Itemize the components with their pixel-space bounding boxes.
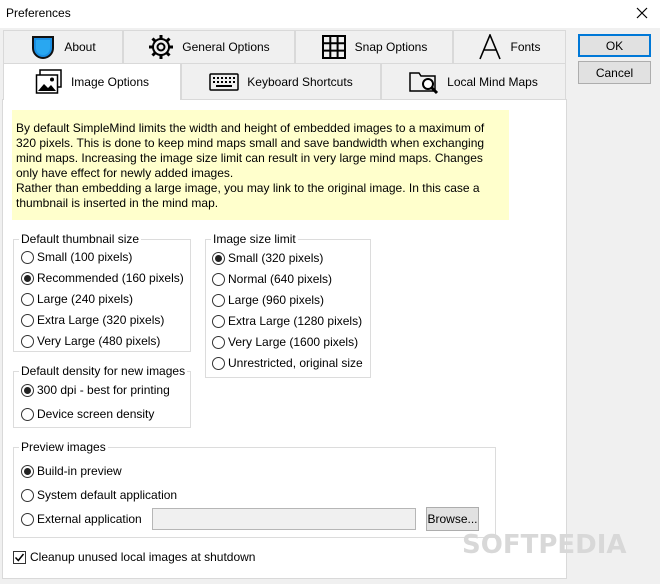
radio-button-selected[interactable] bbox=[21, 272, 34, 285]
close-button[interactable] bbox=[630, 2, 654, 24]
density-radio-300dpi[interactable] bbox=[21, 383, 170, 397]
radio-label: Recommended (160 pixels) bbox=[37, 271, 184, 285]
cancel-button[interactable] bbox=[578, 61, 651, 84]
grid-icon bbox=[321, 34, 347, 60]
tab-about-label: About bbox=[64, 40, 96, 54]
radio-button[interactable] bbox=[212, 336, 225, 349]
tab-keyboard-shortcuts-label: Keyboard Shortcuts bbox=[247, 74, 353, 89]
ok-button[interactable] bbox=[578, 34, 651, 57]
close-icon bbox=[636, 7, 648, 19]
cleanup-label: Cleanup unused local images at shutdown bbox=[30, 550, 256, 564]
radio-button-selected[interactable] bbox=[21, 465, 34, 478]
tab-general-options-label: General Options bbox=[182, 40, 270, 54]
preview-radio-builtin[interactable] bbox=[21, 464, 122, 478]
info-paragraph-2: Rather than embedding a large image, you may link to the original image. In this case a thumbnail is inserted in the mind map. bbox=[16, 181, 480, 210]
limit-radio-very-large[interactable] bbox=[212, 335, 358, 349]
cancel-button-label: Cancel bbox=[595, 65, 634, 80]
radio-button[interactable] bbox=[21, 489, 34, 502]
radio-label: Large (240 pixels) bbox=[37, 292, 134, 306]
radio-label: Extra Large (320 pixels) bbox=[37, 313, 165, 327]
keyboard-icon bbox=[209, 73, 239, 91]
image-icon bbox=[35, 69, 63, 95]
radio-button[interactable] bbox=[21, 335, 34, 348]
ok-button-label: OK bbox=[605, 38, 624, 53]
tab-local-mind-maps[interactable] bbox=[381, 63, 566, 99]
browse-button[interactable] bbox=[426, 507, 479, 531]
font-a-icon bbox=[478, 34, 502, 60]
radio-button[interactable] bbox=[212, 273, 225, 286]
limit-radio-extra-large[interactable] bbox=[212, 314, 362, 328]
radio-button[interactable] bbox=[21, 251, 34, 264]
tab-local-mind-maps-label: Local Mind Maps bbox=[447, 74, 538, 89]
preview-radio-external[interactable] bbox=[21, 512, 142, 526]
radio-label: Very Large (480 pixels) bbox=[37, 334, 161, 348]
radio-button[interactable] bbox=[21, 513, 34, 526]
tab-image-options[interactable] bbox=[3, 63, 181, 100]
radio-button[interactable] bbox=[212, 357, 225, 370]
radio-button[interactable] bbox=[21, 314, 34, 327]
tab-snap-options-label: Snap Options bbox=[354, 40, 428, 54]
external-application-path-input[interactable] bbox=[152, 508, 416, 530]
radio-label: Large (960 pixels) bbox=[228, 293, 325, 307]
preview-images-legend: Preview images bbox=[21, 440, 106, 454]
limit-radio-small[interactable] bbox=[212, 251, 323, 265]
checkmark-icon bbox=[14, 552, 25, 563]
tab-general-options[interactable] bbox=[123, 30, 295, 63]
tab-fonts[interactable] bbox=[453, 30, 566, 63]
thumb-radio-recommended[interactable] bbox=[21, 271, 184, 285]
radio-label: 300 dpi - best for printing bbox=[37, 383, 170, 397]
radio-label: Extra Large (1280 pixels) bbox=[228, 314, 363, 328]
radio-button[interactable] bbox=[21, 408, 34, 421]
density-legend: Default density for new images bbox=[21, 364, 186, 378]
radio-label: Build-in preview bbox=[37, 464, 122, 478]
limit-radio-unrestricted[interactable] bbox=[212, 356, 363, 370]
thumb-radio-very-large[interactable] bbox=[21, 334, 160, 348]
tab-about[interactable] bbox=[3, 30, 123, 63]
radio-label: Small (320 pixels) bbox=[228, 251, 324, 265]
radio-label: Normal (640 pixels) bbox=[228, 272, 333, 286]
thumb-radio-small[interactable] bbox=[21, 250, 132, 264]
radio-button-selected[interactable] bbox=[21, 384, 34, 397]
title-bar bbox=[0, 0, 660, 28]
limit-radio-normal[interactable] bbox=[212, 272, 332, 286]
tab-keyboard-shortcuts[interactable] bbox=[181, 63, 381, 99]
radio-label: Unrestricted, original size bbox=[228, 356, 363, 370]
simplemind-logo-icon bbox=[30, 34, 56, 60]
gear-icon bbox=[148, 34, 174, 60]
radio-button-selected[interactable] bbox=[212, 252, 225, 265]
cleanup-checkbox[interactable] bbox=[13, 551, 26, 564]
radio-label: Very Large (1600 pixels) bbox=[228, 335, 359, 349]
browse-button-label: Browse... bbox=[427, 512, 478, 526]
info-note bbox=[12, 110, 509, 220]
radio-button[interactable] bbox=[212, 315, 225, 328]
tab-snap-options[interactable] bbox=[295, 30, 453, 63]
folder-search-icon bbox=[409, 69, 439, 95]
thumb-radio-extra-large[interactable] bbox=[21, 313, 164, 327]
thumbnail-size-legend: Default thumbnail size bbox=[21, 232, 140, 246]
cleanup-checkbox-row[interactable] bbox=[13, 550, 255, 564]
radio-label: Device screen density bbox=[37, 407, 155, 421]
radio-label: Small (100 pixels) bbox=[37, 250, 133, 264]
info-paragraph-1: By default SimpleMind limits the width and height of embedded images to a maximum of 320 pixels. This is done to keep mind maps small and save bandwidth when exchanging mind maps. Increasing the image size limit can result in very large mind maps. Changes only have effect for newly added images. bbox=[16, 121, 485, 180]
image-size-limit-legend: Image size limit bbox=[213, 232, 296, 246]
density-radio-screen[interactable] bbox=[21, 407, 154, 421]
tab-fonts-label: Fonts bbox=[510, 40, 541, 54]
limit-radio-large[interactable] bbox=[212, 293, 324, 307]
softpedia-watermark: SOFTPEDIA bbox=[462, 530, 627, 560]
radio-label: System default application bbox=[37, 488, 178, 502]
radio-button[interactable] bbox=[21, 293, 34, 306]
thumb-radio-large[interactable] bbox=[21, 292, 133, 306]
radio-button[interactable] bbox=[212, 294, 225, 307]
window-title: Preferences bbox=[6, 6, 71, 20]
tab-image-options-label: Image Options bbox=[70, 75, 150, 89]
preview-radio-system-default[interactable] bbox=[21, 488, 177, 502]
radio-label: External application bbox=[37, 512, 142, 526]
